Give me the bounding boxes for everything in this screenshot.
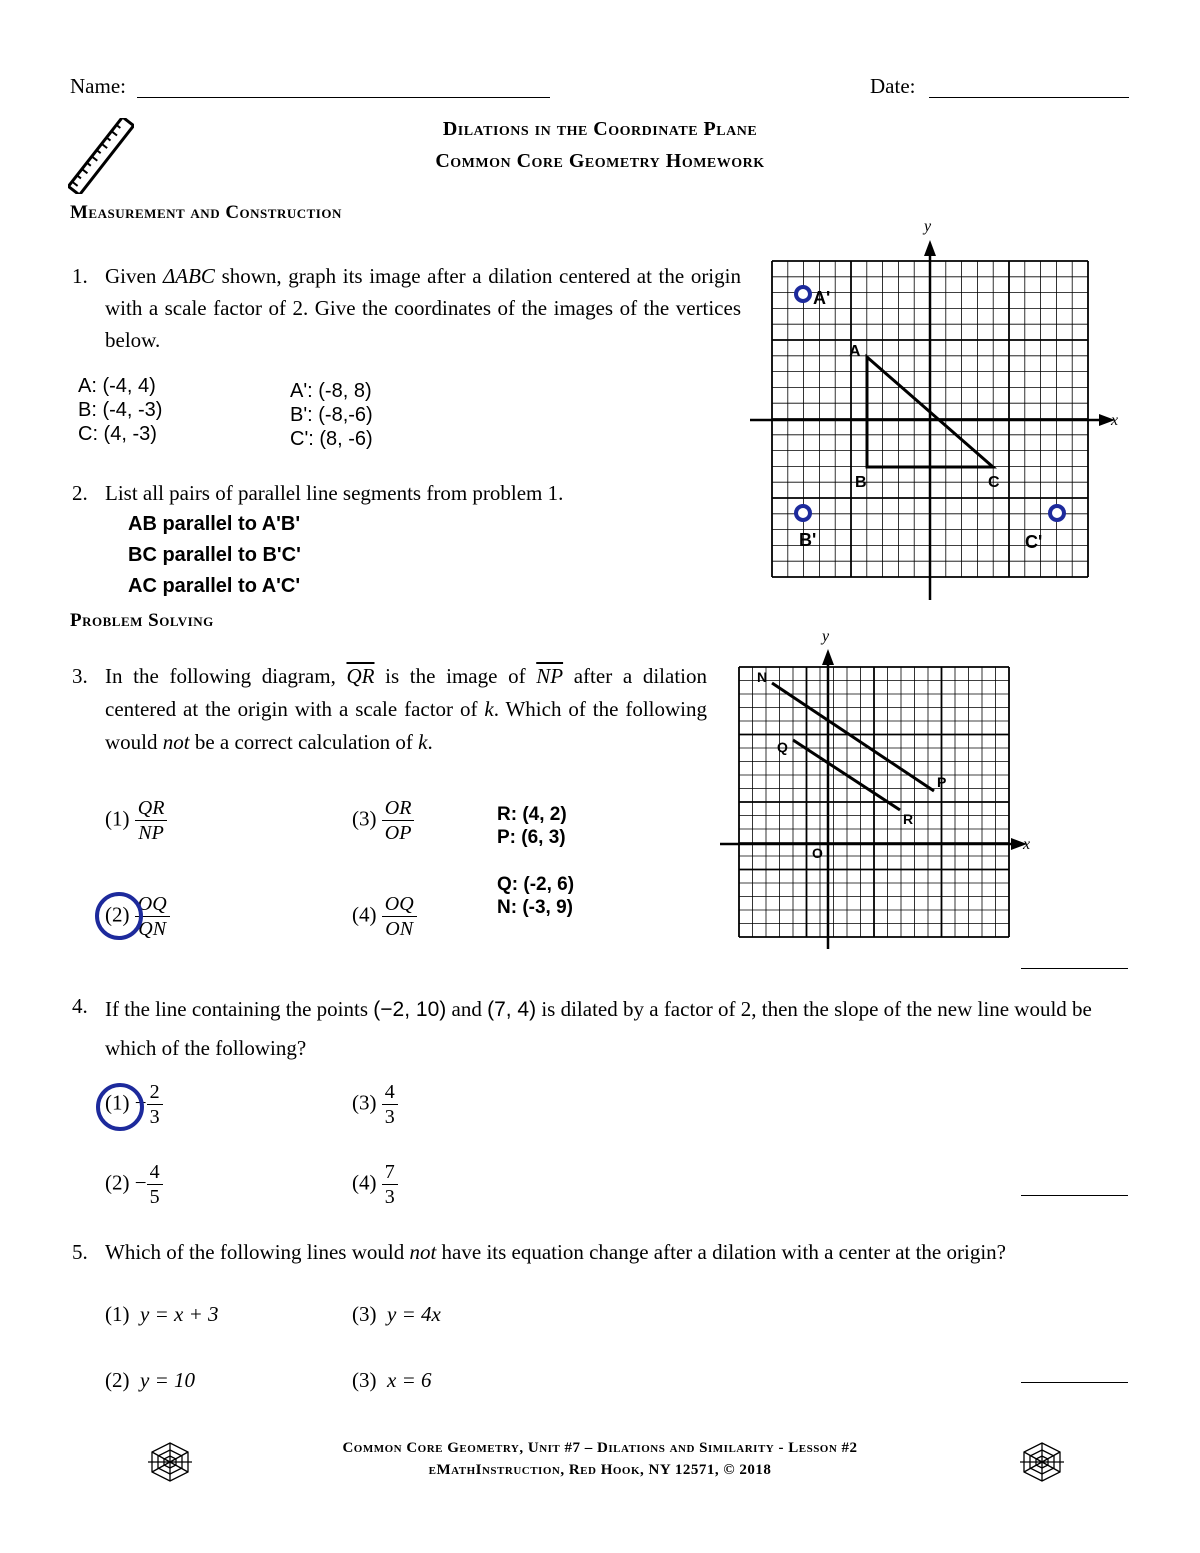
point-label-r: R (903, 811, 914, 827)
q1-answer-c-prime: C': (8, -6) (290, 428, 373, 450)
q4-text: If the line containing the points (−2, 10) and (7, 4) is dilated by a factor of 2, then the slope of the new line would be which of the following? (105, 997, 1092, 1060)
q4-option-3[interactable]: (3) $\frac{4}{3}$ (352, 1080, 398, 1129)
q2-number: 2. (72, 481, 88, 505)
q3-coord-q: Q: (-2, 6) (497, 874, 575, 895)
point-label-a-prime: A' (813, 288, 831, 308)
point-label-c: C (988, 474, 1000, 491)
graph-q3-y-arrow (822, 649, 834, 665)
q5-answer-blank[interactable] (1021, 1382, 1128, 1383)
q1-answers-image (290, 379, 373, 451)
q1-number: 1. (72, 264, 88, 288)
q2-answers (128, 509, 301, 602)
q4-option-2[interactable]: (2) − $\frac{4}{5}$ (105, 1160, 163, 1209)
point-label-b: B (855, 474, 867, 491)
point-label-p: P (937, 774, 947, 790)
graph-q3-grid (739, 667, 1009, 937)
q1-answer-a-prime: A': (-8, 8) (290, 380, 372, 402)
q3-option-2[interactable]: (2) $\frac{OQ}{QN}$ (105, 892, 170, 941)
q5-number: 5. (72, 1240, 88, 1264)
point-label-c-prime: C' (1025, 532, 1043, 552)
q3-coord-r: R: (4, 2) (497, 804, 567, 825)
q2-answer-2: BC parallel to B'C' (128, 544, 301, 566)
graph-q3-x-label: x (1023, 836, 1031, 853)
q1-answer-c: C: (4, -3) (78, 423, 157, 445)
q4-number: 4. (72, 994, 88, 1018)
page-subtitle: Common Core Geometry Homework (435, 150, 765, 172)
footer-course-line: Common Core Geometry, Unit #7 – Dilations and Similarity - Lesson #2 (342, 1440, 858, 1456)
q5-option-2[interactable]: (2) y = 10 (105, 1368, 195, 1392)
graph-q1 (745, 215, 1135, 605)
q3-coord-p: P: (6, 3) (497, 827, 566, 848)
graph-q3 (715, 627, 1045, 952)
q3-coords-qn (497, 873, 574, 919)
point-b-prime (796, 506, 810, 520)
q4-answer-blank[interactable] (1021, 1195, 1128, 1196)
q5-option-3[interactable]: (3) y = 4x (352, 1302, 441, 1326)
name-field[interactable] (137, 97, 550, 98)
date-field[interactable] (929, 97, 1129, 98)
q5-option-4[interactable]: (3) x = 6 (352, 1368, 432, 1392)
point-a-prime (796, 287, 810, 301)
graph-q1-y-arrow (924, 240, 936, 256)
q4-option-4[interactable]: (4) $\frac{7}{3}$ (352, 1160, 398, 1209)
q3-answer-blank[interactable] (1021, 968, 1128, 969)
footer-publisher-line: eMathInstruction, Red Hook, NY 12571, © 2018 (428, 1462, 772, 1478)
q1-answer-b-prime: B': (-8,-6) (290, 404, 373, 426)
point-label-n: N (757, 669, 768, 685)
q2-answer-3: AC parallel to A'C' (128, 575, 301, 597)
graph-q3-y-label: y (822, 628, 830, 645)
q5-option-1[interactable]: (1) y = x + 3 (105, 1302, 219, 1326)
q3-number: 3. (72, 664, 88, 688)
point-label-o: O (812, 845, 823, 861)
q4-selected-answer-circle (96, 1083, 144, 1131)
q1-answer-b: B: (-4, -3) (78, 399, 163, 421)
section-heading-measurement: Measurement and Construction (70, 202, 342, 223)
name-label: Name: (70, 74, 126, 98)
date-label: Date: (870, 74, 916, 98)
q3-coord-n: N: (-3, 9) (497, 897, 573, 918)
point-label-b-prime: B' (799, 530, 817, 550)
q4-option-1[interactable]: (1) − $\frac{2}{3}$ (105, 1080, 163, 1129)
section-heading-problem-solving: Problem Solving (70, 610, 214, 631)
graph-q1-x-label: x (1111, 412, 1119, 429)
q3-option-4[interactable]: (4) $\frac{OQ}{ON}$ (352, 892, 417, 941)
page-title: Dilations in the Coordinate Plane (442, 118, 758, 140)
q2-answer-1: AB parallel to A'B' (128, 513, 301, 535)
point-c-prime (1050, 506, 1064, 520)
q3-option-3[interactable]: (3) $\frac{OR}{OP}$ (352, 796, 414, 845)
graph-q3-axes (720, 662, 1015, 949)
q3-coords-rp (497, 803, 567, 849)
point-label-a: A (849, 343, 861, 360)
q2-text: List all pairs of parallel line segments from problem 1. (105, 481, 564, 505)
q1-text: Given ΔABC shown, graph its image after a dilation centered at the origin with a scale factor of 2. Give the coordinates of the images of the vertices below. (105, 264, 741, 352)
point-label-q: Q (777, 739, 788, 755)
q3-text: In the following diagram, $\overline{QR}$ is the image of $\overline{NP}$ after a dilation centered at the origin with a scale factor of k. Which of the following would not be a correct calculation of k. (105, 664, 707, 754)
q1-answers-original (78, 374, 162, 446)
graph-q1-y-label: y (924, 218, 932, 235)
q3-selected-answer-circle (95, 892, 143, 940)
q1-answer-a: A: (-4, 4) (78, 375, 156, 397)
q3-option-1[interactable]: (1) $\frac{QR}{NP}$ (105, 796, 167, 845)
q5-text: Which of the following lines would not have its equation change after a dilation with a center at the origin? (105, 1240, 1006, 1264)
